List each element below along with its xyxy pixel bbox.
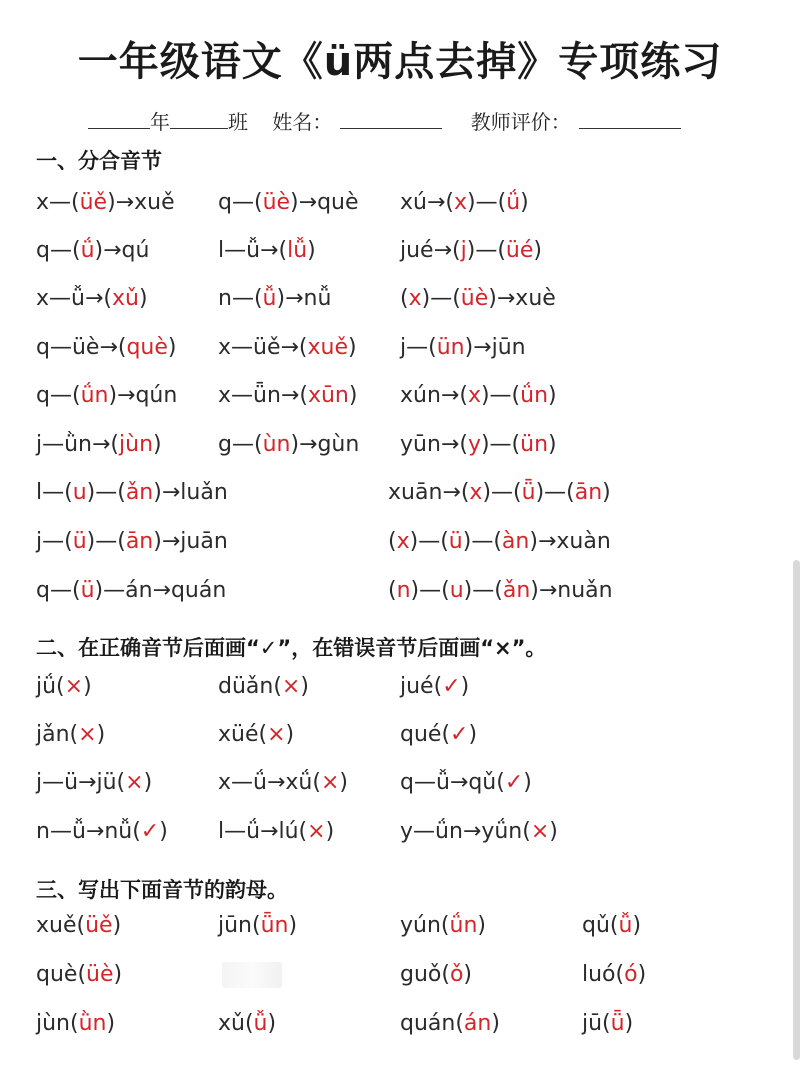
prompt-text: )→xuè <box>488 286 556 311</box>
prompt-text: )→xuě <box>107 190 175 215</box>
prompt-text: g—( <box>218 432 263 457</box>
prompt-text: qué( <box>400 722 451 747</box>
prompt-text: ) <box>153 432 162 457</box>
answer-text: ü <box>448 529 463 554</box>
prompt-text: )→juān <box>153 529 228 554</box>
prompt-text: l—( <box>36 480 73 505</box>
answer-text: x <box>469 480 483 505</box>
prompt-text: )→gùn <box>290 432 360 457</box>
final-item <box>400 913 486 938</box>
check-item <box>218 722 294 747</box>
answer-text: ǚ <box>618 913 633 938</box>
blurred-region <box>222 962 282 988</box>
answer-text: ✓ <box>140 819 160 844</box>
prompt-text: ) <box>159 819 168 844</box>
prompt-text: )→qú <box>94 238 150 263</box>
prompt-text: ) <box>468 722 478 747</box>
prompt-text: guǒ( <box>400 962 450 987</box>
prompt-text: xüé( <box>218 722 268 747</box>
prompt-text: jūn( <box>218 913 261 938</box>
exercise-item <box>218 335 357 360</box>
answer-text: ǜn <box>78 1011 107 1036</box>
prompt-text: què( <box>36 962 87 987</box>
prompt-text: )—( <box>467 190 507 215</box>
answer-text: üě <box>79 190 108 215</box>
answer-text: u <box>72 480 87 505</box>
answer-text: ün <box>436 335 465 360</box>
exercise-item <box>400 335 526 360</box>
prompt-text: xuān→( <box>388 480 470 505</box>
prompt-text: ) <box>632 913 642 938</box>
prompt-text: )—( <box>462 529 502 554</box>
check-item <box>218 674 309 699</box>
prompt-text: ) <box>112 913 122 938</box>
answer-text: ǚ <box>262 286 277 311</box>
answer-text: ùn <box>262 432 291 457</box>
prompt-text: jǎn( <box>36 722 79 747</box>
prompt-text: n—ǚ→nǚ( <box>36 819 141 844</box>
prompt-text: )→nuǎn <box>530 578 613 603</box>
exercise-item <box>36 529 228 554</box>
prompt-text: ) <box>602 480 611 505</box>
answer-text: án <box>463 1011 492 1036</box>
evaluation-label: 教师评价： <box>470 110 571 134</box>
answer-text: ✓ <box>450 722 469 747</box>
answer-text: × <box>78 722 97 747</box>
exercise-item <box>400 432 557 457</box>
evaluation-blank[interactable] <box>579 110 681 129</box>
exercise-item <box>400 238 542 263</box>
prompt-text: q—( <box>36 578 81 603</box>
prompt-text: )→qún <box>108 383 178 408</box>
prompt-text: )—( <box>480 432 521 457</box>
prompt-text: ) <box>339 770 348 795</box>
exercise-item <box>36 578 226 603</box>
answer-text: × <box>267 722 286 747</box>
answer-text: ü <box>80 578 95 603</box>
prompt-text: )—( <box>463 578 503 603</box>
prompt-text: düǎn( <box>218 674 282 699</box>
section-3-heading: 三、写出下面音节的韵母。 <box>36 878 288 902</box>
prompt-text: ) <box>288 913 298 938</box>
check-item <box>36 819 168 844</box>
answer-text: ǒ <box>449 962 464 987</box>
final-item <box>582 913 641 938</box>
prompt-text: luó( <box>582 962 625 987</box>
exercise-item <box>36 432 162 457</box>
name-blank[interactable] <box>340 110 442 129</box>
answer-text: x <box>453 190 468 215</box>
exercise-item <box>388 529 611 554</box>
answer-text: xǔ <box>111 286 139 311</box>
exercise-item <box>36 335 177 360</box>
answer-text: xuě <box>307 335 349 360</box>
prompt-text: jǘ( <box>36 674 65 699</box>
prompt-text: ( <box>400 286 409 311</box>
prompt-text: )—( <box>86 529 126 554</box>
check-item <box>400 722 477 747</box>
prompt-text: )—( <box>86 480 126 505</box>
prompt-text: x—ǚ→( <box>36 286 112 311</box>
prompt-text: )—án→quán <box>94 578 227 603</box>
prompt-text: x—ǖn→( <box>218 383 308 408</box>
answer-text: x <box>467 383 481 408</box>
exercise-item <box>218 432 359 457</box>
prompt-text: q—( <box>36 383 81 408</box>
answer-text: ǘn <box>520 383 549 408</box>
answer-text: ǎn <box>125 480 154 505</box>
prompt-text: n—( <box>218 286 263 311</box>
class-blank[interactable] <box>170 110 228 129</box>
final-item <box>582 962 646 987</box>
exercise-item <box>400 383 557 408</box>
answer-text: àn <box>501 529 530 554</box>
prompt-text: ( <box>388 578 397 603</box>
prompt-text: ) <box>624 1011 634 1036</box>
answer-text: jùn <box>119 432 154 457</box>
prompt-text: ) <box>548 383 557 408</box>
prompt-text: )→nǚ <box>276 286 332 311</box>
prompt-text: ( <box>388 529 397 554</box>
prompt-text: q—üè→( <box>36 335 127 360</box>
class-label: 班 <box>228 110 248 134</box>
prompt-text: x—( <box>36 190 80 215</box>
prompt-text: j—ü→jü( <box>36 770 126 795</box>
answer-text: × <box>320 770 340 795</box>
prompt-text: jué( <box>400 674 443 699</box>
prompt-text: l—ǚ→( <box>218 238 288 263</box>
prompt-text: )—( <box>409 529 449 554</box>
prompt-text: )—( <box>410 578 450 603</box>
exercise-item <box>388 480 611 505</box>
prompt-text: )—( <box>535 480 575 505</box>
prompt-text: )→què <box>290 190 359 215</box>
check-item <box>36 674 92 699</box>
answer-text: x <box>408 286 422 311</box>
prompt-text: ) <box>463 962 473 987</box>
prompt-text: ) <box>96 722 106 747</box>
answer-text: x <box>396 529 410 554</box>
answer-text: ǖ <box>610 1011 625 1036</box>
prompt-text: ) <box>307 238 316 263</box>
exercise-item <box>218 383 357 408</box>
prompt-text: jū( <box>582 1011 611 1036</box>
exercise-item <box>400 190 529 215</box>
prompt-text: ) <box>548 432 557 457</box>
prompt-text: ) <box>533 238 542 263</box>
prompt-text: xún→( <box>400 383 468 408</box>
answer-text: xūn <box>307 383 349 408</box>
answer-text: ǖn <box>260 913 289 938</box>
prompt-text: ) <box>325 819 335 844</box>
exercise-item <box>388 578 613 603</box>
exercise-item <box>36 286 148 311</box>
answer-text: ǘ <box>80 238 95 263</box>
check-item <box>218 819 334 844</box>
prompt-text: ) <box>143 770 153 795</box>
exercise-item <box>400 286 556 311</box>
check-item <box>36 770 152 795</box>
exercise-item <box>218 286 331 311</box>
answer-text: ǚ <box>253 1011 268 1036</box>
answer-text: × <box>281 674 301 699</box>
final-item <box>36 1011 115 1036</box>
answer-text: üé <box>505 238 534 263</box>
prompt-text: )—( <box>421 286 461 311</box>
answer-text: ǎn <box>502 578 531 603</box>
answer-text: üě <box>85 913 113 938</box>
final-item <box>582 1011 633 1036</box>
check-item <box>400 674 469 699</box>
check-item <box>218 770 348 795</box>
section-1-heading: 一、分合音节 <box>36 149 162 173</box>
answer-text: ó <box>624 962 638 987</box>
prompt-text: jùn( <box>36 1011 79 1036</box>
final-item <box>36 962 122 987</box>
exercise-item <box>36 238 149 263</box>
final-item <box>36 913 121 938</box>
answer-text: ✓ <box>504 770 524 795</box>
exercise-item <box>218 190 359 215</box>
prompt-text: )→xuàn <box>529 529 611 554</box>
check-item <box>400 819 558 844</box>
prompt-text: j—( <box>36 529 73 554</box>
answer-text: n <box>396 578 411 603</box>
year-blank[interactable] <box>88 110 150 129</box>
prompt-text: ) <box>106 1011 116 1036</box>
answer-text: ān <box>574 480 603 505</box>
prompt-text: ) <box>637 962 647 987</box>
prompt-text: ) <box>138 286 148 311</box>
prompt-text: x—üě→( <box>218 335 308 360</box>
answer-text: × <box>125 770 144 795</box>
prompt-text: ) <box>477 913 486 938</box>
answer-text: u <box>449 578 464 603</box>
prompt-text: ) <box>460 674 470 699</box>
prompt-text: ) <box>113 962 123 987</box>
exercise-item <box>36 383 177 408</box>
year-label: 年 <box>150 110 170 134</box>
answer-text: ü <box>72 529 87 554</box>
prompt-text: q—ǚ→qǔ( <box>400 770 505 795</box>
answer-text: lǚ <box>287 238 308 263</box>
prompt-text: j—ǜn→( <box>36 432 120 457</box>
prompt-text: ) <box>491 1011 500 1036</box>
page-title: 一年级语文《ü两点去掉》专项练习 <box>77 39 723 85</box>
answer-text: üè <box>86 962 114 987</box>
answer-text: ǘn <box>80 383 109 408</box>
prompt-text: qǔ( <box>582 913 619 938</box>
prompt-text: )→jūn <box>464 335 526 360</box>
prompt-text: )→luǎn <box>153 480 228 505</box>
answer-text: ✓ <box>442 674 461 699</box>
prompt-text: ) <box>523 770 532 795</box>
prompt-text: ) <box>520 190 529 215</box>
prompt-text: )—( <box>482 480 522 505</box>
section-2-heading: 二、在正确音节后面画“✓”，在错误音节后面画“×”。 <box>36 636 547 660</box>
prompt-text: xuě( <box>36 913 86 938</box>
exercise-item <box>36 190 175 215</box>
answer-text: ǖ <box>521 480 536 505</box>
answer-text: ün <box>520 432 549 457</box>
prompt-text: )—( <box>466 238 506 263</box>
prompt-text: q—( <box>218 190 263 215</box>
answer-text: × <box>307 819 326 844</box>
check-item <box>36 722 105 747</box>
answer-text: què <box>126 335 168 360</box>
prompt-text: ) <box>285 722 295 747</box>
prompt-text: y—ǘn→yǘn( <box>400 819 531 844</box>
answer-text: y <box>467 432 481 457</box>
prompt-text: jué→( <box>400 238 461 263</box>
prompt-text: ) <box>83 674 92 699</box>
prompt-text: quán( <box>400 1011 464 1036</box>
answer-text: üè <box>262 190 291 215</box>
prompt-text: ) <box>348 335 357 360</box>
prompt-text: ) <box>549 819 558 844</box>
answer-text: ān <box>125 529 154 554</box>
prompt-text: q—( <box>36 238 81 263</box>
prompt-text: l—ǘ→lú( <box>218 819 308 844</box>
final-item <box>218 913 297 938</box>
student-info-line <box>88 106 681 135</box>
prompt-text: j—( <box>400 335 437 360</box>
name-label: 姓名： <box>272 110 333 134</box>
answer-text: × <box>64 674 84 699</box>
prompt-text: ) <box>267 1011 277 1036</box>
prompt-text: ) <box>300 674 309 699</box>
prompt-text: ) <box>348 383 358 408</box>
prompt-text: ) <box>167 335 177 360</box>
final-item <box>218 1011 276 1036</box>
check-item <box>400 770 532 795</box>
answer-text: j <box>460 238 467 263</box>
prompt-text: x—ǘ→xǘ( <box>218 770 321 795</box>
exercise-item <box>218 238 316 263</box>
answer-text: ǘn <box>449 913 478 938</box>
prompt-text: )—( <box>480 383 521 408</box>
answer-text: üè <box>460 286 489 311</box>
scrollbar[interactable] <box>793 560 800 1060</box>
answer-text: × <box>530 819 550 844</box>
exercise-item <box>36 480 228 505</box>
prompt-text: yún( <box>400 913 450 938</box>
prompt-text: xú→( <box>400 190 454 215</box>
prompt-text: xǔ( <box>218 1011 254 1036</box>
final-item <box>400 962 472 987</box>
answer-text: ǘ <box>506 190 521 215</box>
prompt-text: yūn→( <box>400 432 468 457</box>
final-item <box>400 1011 500 1036</box>
